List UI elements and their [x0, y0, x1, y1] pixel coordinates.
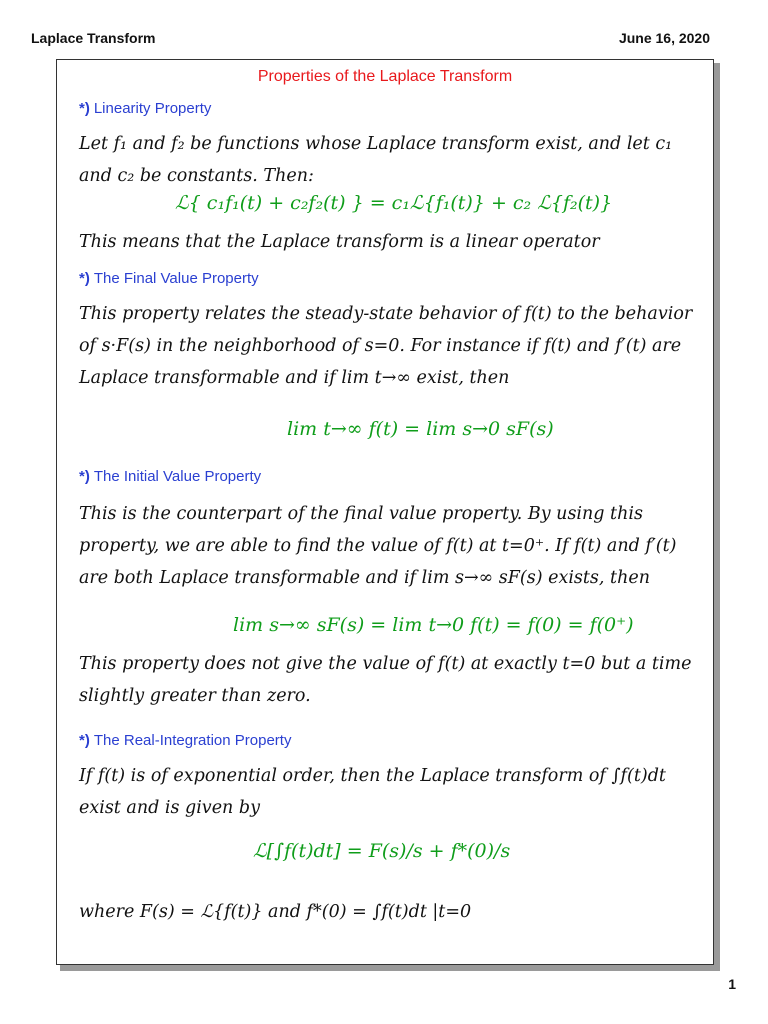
- section-note-initial-value: This property does not give the value of f(t) at exactly t=0 but a time slightly greater than zero.: [79, 654, 692, 706]
- page-header: [31, 30, 710, 50]
- section-text-real-integration: If f(t) is of exponential order, then the Laplace transform of ∫f(t)dt exist and is given by: [79, 766, 666, 818]
- section-heading-final-value: *) The Final Value Property: [79, 270, 259, 287]
- section-note-real-integration: where F(s) = ℒ{f(t)} and f*(0) = ∫f(t)dt |t=0: [79, 902, 472, 922]
- page-number: 1: [728, 976, 736, 992]
- page-title: Properties of the Laplace Transform: [257, 68, 513, 85]
- section-text-linearity: Let f₁ and f₂ be functions whose Laplace transform exist, and let c₁ and c₂ be constants. Then:: [79, 134, 673, 186]
- section-heading-linearity: *) Linearity Property: [79, 100, 212, 117]
- section-text-initial-value: This is the counterpart of the final value property. By using this property, we are able to find the value of f(t) at t=0⁺. If f(t) and f′(t) are both Laplace transformable and if lim s→∞ sF(s) exists, then: [79, 504, 677, 588]
- bullet-star-icon: *): [79, 270, 90, 287]
- section-note-linearity: This means that the Laplace transform is a linear operator: [79, 232, 600, 252]
- section-text-final-value: This property relates the steady-state behavior of f(t) to the behavior of s·F(s) in the neighborhood of s=0. For instance if f(t) and f′(t) are Laplace transformable and if lim t→∞ exist, then: [79, 304, 693, 388]
- notes-page: [56, 59, 714, 965]
- formula-final-value: lim t→∞ f(t) = lim s→0 sF(s): [287, 418, 554, 440]
- bullet-star-icon: *): [79, 100, 90, 117]
- bullet-star-icon: *): [79, 468, 90, 485]
- section-heading-initial-value: *) The Initial Value Property: [79, 468, 262, 485]
- header-title: Laplace Transform: [31, 30, 156, 46]
- formula-real-integration: ℒ[∫f(t)dt] = F(s)/s + f*(0)/s: [253, 840, 511, 862]
- formula-linearity: ℒ{ c₁f₁(t) + c₂f₂(t) } = c₁ℒ{f₁(t)} + c₂ ℒ{f₂(t)}: [175, 192, 613, 214]
- header-date: June 16, 2020: [618, 30, 710, 46]
- section-heading-real-integration: *) The Real-Integration Property: [79, 732, 292, 749]
- bullet-star-icon: *): [79, 732, 90, 749]
- formula-initial-value: lim s→∞ sF(s) = lim t→0 f(t) = f(0) = f(0⁺): [233, 614, 634, 636]
